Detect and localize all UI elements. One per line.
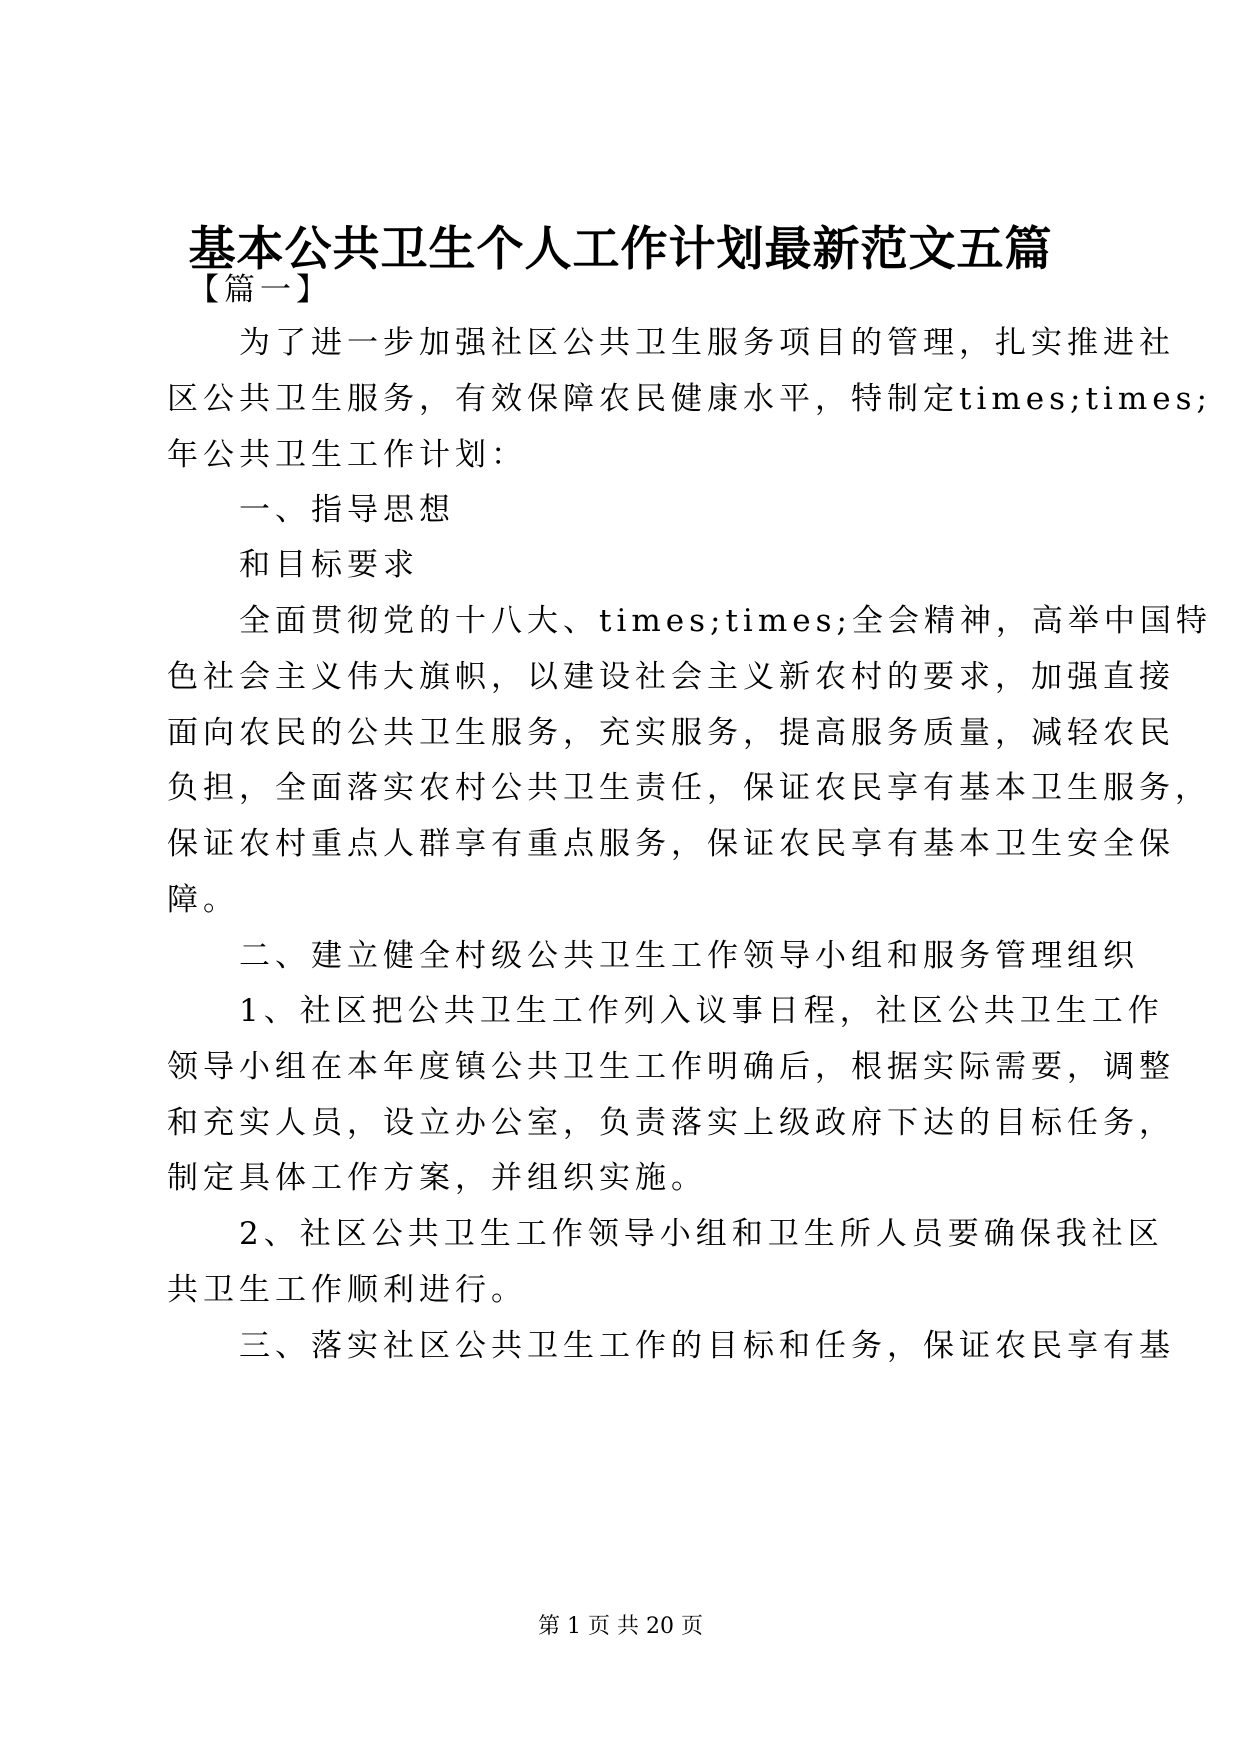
paragraph-line: 共卫生工作顺利进行。 — [167, 1272, 527, 1308]
paragraph-line: 负担，全面落实农村公共卫生责任，保证农民享有基本卫生服务， — [167, 770, 1211, 806]
subheading-line: 一、指导思想 — [167, 492, 455, 528]
paragraph-line: 1、社区把公共卫生工作列入议事日程，社区公共卫生工作 — [167, 993, 1164, 1029]
paragraph-line: 年公共卫生工作计划： — [167, 437, 527, 473]
paragraph-line: 保证农村重点人群享有重点服务，保证农民享有基本卫生安全保 — [167, 826, 1175, 862]
paragraph-line: 全面贯彻党的十八大、times;times;全会精神，高举中国特 — [167, 603, 1212, 639]
subheading-line: 二、建立健全村级公共卫生工作领导小组和服务管理组织 — [167, 938, 1139, 974]
paragraph-line: 区公共卫生服务，有效保障农民健康水平，特制定times;times; — [167, 381, 1212, 417]
subheading-line: 和目标要求 — [167, 547, 419, 583]
page-footer: 第 1 页 共 20 页 — [538, 1614, 703, 1639]
paragraph-line: 和充实人员，设立办公室，负责落实上级政府下达的目标任务， — [167, 1105, 1175, 1141]
paragraph-line: 为了进一步加强社区公共卫生服务项目的管理，扎实推进社 — [167, 325, 1175, 361]
paragraph-line: 障。 — [167, 882, 239, 918]
section-heading-1: 【篇一】 — [188, 272, 332, 308]
paragraph-line: 色社会主义伟大旗帜，以建设社会主义新农村的要求，加强直接 — [167, 659, 1175, 695]
paragraph-line: 领导小组在本年度镇公共卫生工作明确后，根据实际需要，调整 — [167, 1049, 1175, 1085]
paragraph-line: 2、社区公共卫生工作领导小组和卫生所人员要确保我社区 — [167, 1216, 1164, 1252]
paragraph-line: 制定具体工作方案，并组织实施。 — [167, 1160, 707, 1196]
document-title: 基本公共卫生个人工作计划最新范文五篇 — [188, 222, 1053, 277]
paragraph-line: 面向农民的公共卫生服务，充实服务，提高服务质量，减轻农民 — [167, 715, 1175, 751]
subheading-line: 三、落实社区公共卫生工作的目标和任务，保证农民享有基 — [167, 1328, 1175, 1364]
